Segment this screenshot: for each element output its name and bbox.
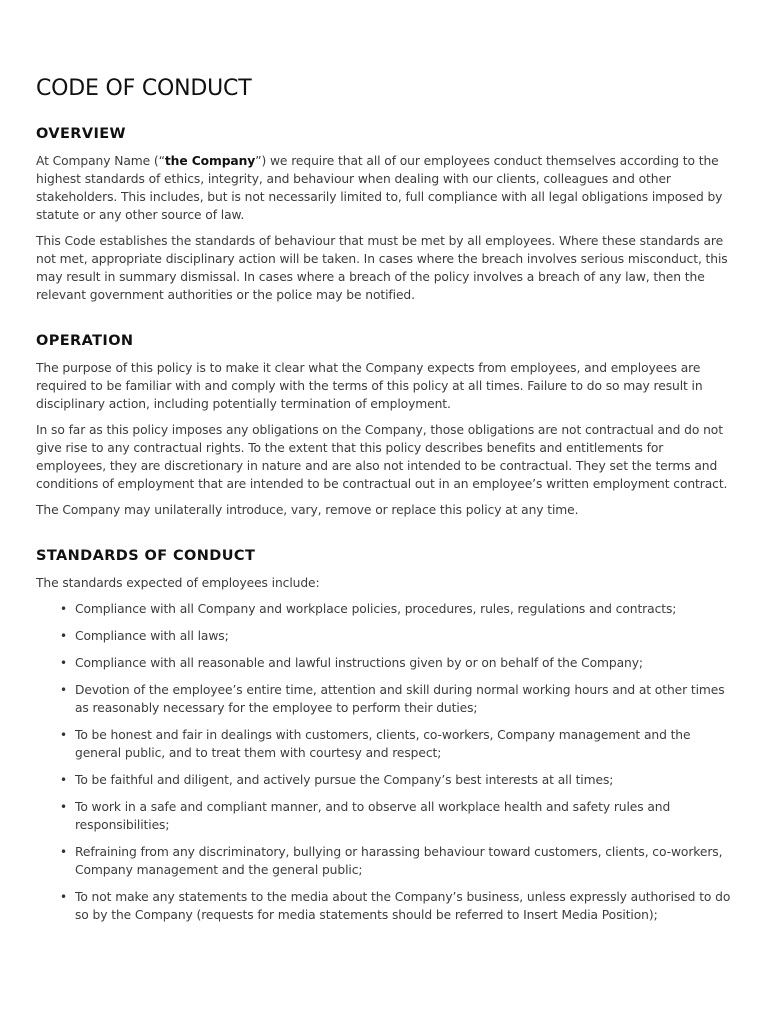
standards-intro: The standards expected of employees include:: [36, 576, 320, 590]
operation-heading: OPERATION: [36, 333, 134, 349]
list-item: [36, 798, 732, 834]
overview-paragraph-2: This Code establishes the standards of behaviour that must be met by all employees. Where these standards are not met, appropriate disciplinary action will be taken. In cases where the breach involves serious misconduct, this may result in summary dismissal. In cases where a breach of the policy involves a breach of any law, then the relevant government authorities or the police may be notified.: [36, 234, 728, 302]
list-item-text: To not make any statements to the media about the Company’s business, unless expressly authorised to do so by the Company (requests for media statements should be referred to Insert Media Position);: [75, 890, 731, 922]
operation-paragraph-1: The purpose of this policy is to make it clear what the Company expects from employees, and employees are required to be familiar with and comply with the terms of this policy at all times. Failure to do so may result in disciplinary action, including potentially termination of employment.: [36, 361, 703, 411]
bullet-icon: •: [60, 656, 67, 670]
list-item-text: To be honest and fair in dealings with customers, clients, co-workers, Company management and the general public, and to treat them with courtesy and respect;: [75, 728, 691, 760]
bullet-icon: •: [60, 773, 67, 787]
list-item: [36, 627, 732, 645]
list-item-text: Refraining from any discriminatory, bullying or harassing behaviour toward customers, clients, co-workers, Company management and the general public;: [75, 845, 723, 877]
bullet-icon: •: [60, 845, 67, 859]
list-item: [36, 681, 732, 717]
list-item: [36, 843, 732, 879]
list-item-text: Devotion of the employee’s entire time, attention and skill during normal working hours and at other times as reasonably necessary for the employee to perform their duties;: [75, 683, 725, 715]
list-item-text: Compliance with all reasonable and lawful instructions given by or on behalf of the Company;: [75, 656, 643, 670]
bullet-icon: •: [60, 602, 67, 616]
bullet-icon: •: [60, 728, 67, 742]
page-title: CODE OF CONDUCT: [36, 76, 252, 101]
list-item-text: Compliance with all Company and workplace policies, procedures, rules, regulations and contracts;: [75, 602, 677, 616]
overview-heading: OVERVIEW: [36, 126, 126, 142]
list-item: [36, 600, 732, 618]
operation-paragraph-2: In so far as this policy imposes any obligations on the Company, those obligations are not contractual and do not give rise to any contractual rights. To the extent that this policy describes benefits and entitlements for employees, they are discretionary in nature and are also not intended to be contractual. They set the terms and conditions of employment that are intended to be contractual out in an employee’s written employment contract.: [36, 423, 728, 491]
overview-p1-bold: the Company: [164, 154, 256, 168]
bullet-icon: •: [60, 683, 67, 697]
standards-list: [36, 600, 732, 924]
overview-p1-post: ”) we require that all of our employees conduct themselves according to the highest standards of ethics, integrity, and behaviour when dealing with our clients, colleagues and other stakeholders. This includes, but is not necessarily limited to, full compliance with all legal obligations imposed by statute or any other source of law.: [36, 154, 723, 222]
operation-paragraph-3: The Company may unilaterally introduce, vary, remove or replace this policy at any time.: [36, 503, 579, 517]
list-item: [36, 726, 732, 762]
list-item: [36, 654, 732, 672]
list-item-text: To be faithful and diligent, and actively pursue the Company’s best interests at all times;: [75, 773, 614, 787]
overview-paragraph-1: [36, 152, 732, 224]
list-item: [36, 771, 732, 789]
overview-p1-pre: At Company Name (“: [36, 154, 165, 168]
bullet-icon: •: [60, 890, 67, 904]
bullet-icon: •: [60, 800, 67, 814]
standards-heading: STANDARDS OF CONDUCT: [36, 548, 256, 564]
list-item-text: Compliance with all laws;: [75, 629, 229, 643]
list-item-text: To work in a safe and compliant manner, and to observe all workplace health and safety rules and responsibilities;: [75, 800, 671, 832]
list-item: [36, 888, 732, 924]
bullet-icon: •: [60, 629, 67, 643]
